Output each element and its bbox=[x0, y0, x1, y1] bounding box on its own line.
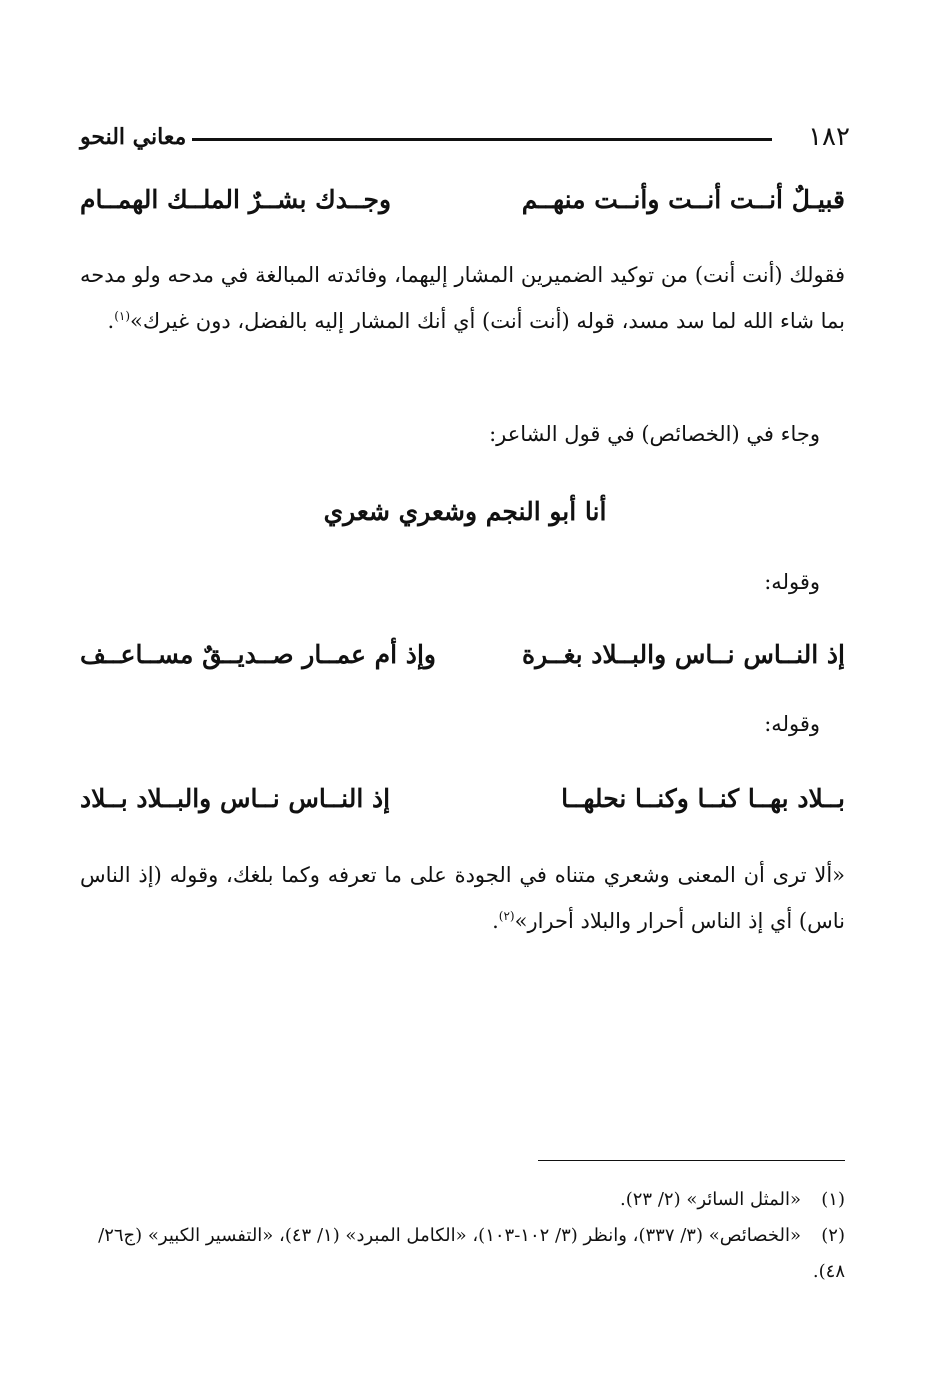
quote-intro: وقوله: bbox=[764, 712, 820, 736]
header-rule bbox=[192, 138, 772, 141]
paragraph-text: «ألا ترى أن المعنى وشعري متناه في الجودة على ما تعرفه وكما بلغك، وقوله (إذ الناس ناس) أي إذ الناس أحرار والبلاد أحرار» bbox=[80, 863, 845, 933]
verse-second-hemistich: إذ النــاس نــاس والبــلاد بــلاد bbox=[80, 784, 391, 813]
footnote-number: (٢) bbox=[821, 1225, 845, 1246]
quote-intro: وقوله: bbox=[764, 570, 820, 594]
paragraph-text: فقولك (أنت أنت) من توكيد الضميرين المشار إليهما، وفائدته المبالغة في مدحه ولو مدحه بما شاء الله لما سد مسد، قوله (أنت أنت) أي أنك المشار إليه بالفضل، دون غيرك» bbox=[80, 263, 845, 333]
footnote-rule bbox=[538, 1160, 845, 1161]
page-number: ١٨٢ bbox=[808, 122, 850, 152]
paragraph-end: . bbox=[492, 909, 499, 933]
book-title: معاني النحو bbox=[80, 124, 187, 150]
verse-line bbox=[80, 784, 845, 830]
footnote bbox=[80, 1218, 845, 1290]
verse-second-hemistich: وإذ أم عمــار صــديــقٌ مســاعــف bbox=[80, 640, 436, 669]
running-head bbox=[80, 118, 850, 158]
verse-line bbox=[80, 185, 845, 231]
footnote-marker: (٢) bbox=[498, 909, 515, 923]
paragraph-end: . bbox=[107, 309, 115, 333]
verse-first-hemistich: إذ النــاس نــاس والبــلاد بغــرة bbox=[522, 640, 845, 669]
verse-first-hemistich: قبيـلٌ أنــت أنــت وأنــت منهــم bbox=[521, 185, 845, 214]
footnote bbox=[80, 1182, 845, 1218]
verse-second-hemistich: وجــدك بشــرٌ الملــك الهمــام bbox=[80, 185, 392, 214]
footnote-marker: (١) bbox=[114, 309, 131, 323]
footnote-text: «الخصائص» (٣/ ٣٣٧)، وانظر (٣/ ١٠٢-١٠٣)، «الكامل المبرد» (١/ ٤٣)، «التفسير الكبير» (ج٢٦/ ٤٨). bbox=[98, 1225, 845, 1282]
footnote-number: (١) bbox=[821, 1189, 845, 1210]
verse-first-hemistich: بــلاد بهــا كنــا وكنــا نحلهــا bbox=[561, 784, 845, 813]
verse-line bbox=[80, 640, 845, 686]
paragraph bbox=[80, 852, 845, 944]
footnote-text: «المثل السائر» (٢/ ٢٣). bbox=[620, 1189, 801, 1210]
paragraph bbox=[80, 252, 845, 344]
verse-hemistich: أنا أبو النجم وشعري شعري bbox=[323, 497, 607, 526]
quote-intro: وجاء في (الخصائص) في قول الشاعر: bbox=[489, 422, 820, 446]
